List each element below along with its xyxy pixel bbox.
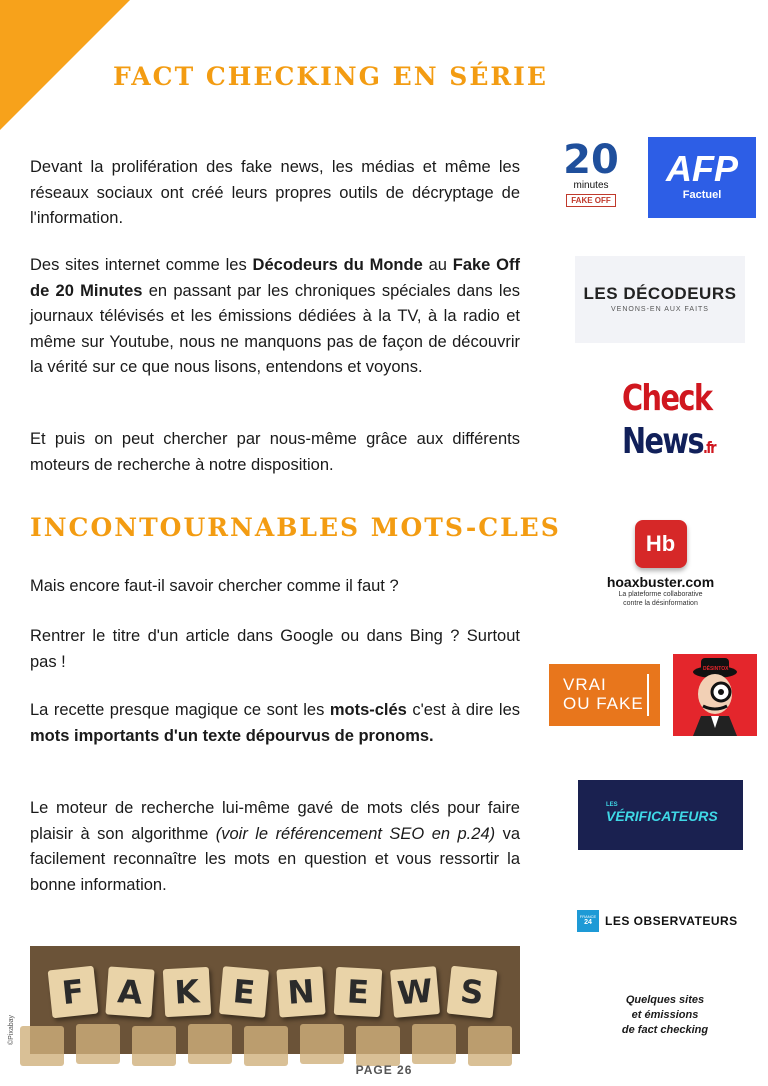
scrabble-tile: E xyxy=(334,967,382,1017)
paragraph-intro: Devant la prolifération des fake news, les médias et même les réseaux sociaux ont créé leurs propres outils de décryptage de l'information. xyxy=(30,158,520,227)
logo-les-decodeurs xyxy=(575,256,745,343)
logo-checknews-news: News xyxy=(622,421,703,462)
logo-afp-sub: Factuel xyxy=(682,189,722,201)
logo-decodeurs-sub: VENONS-EN AUX FAITS xyxy=(611,306,709,313)
scrabble-tile: S xyxy=(447,966,498,1019)
logo-hoaxbuster-sub2: contre la désinformation xyxy=(623,600,698,607)
logo-checknews-check: Check xyxy=(622,378,712,419)
blank-tile xyxy=(188,1024,232,1064)
paragraph-chercher: Mais encore faut-il savoir chercher comme il faut ? xyxy=(30,577,399,595)
italic-seo-reference: (voir le référencement SEO en p.24) xyxy=(215,824,496,843)
logo-checknews xyxy=(622,378,715,473)
logo-les-verificateurs xyxy=(578,780,743,850)
blank-tile xyxy=(76,1024,120,1064)
text-span: Le moteur de recherche lui-même gavé de mots clés pour faire plaisir à son algorithme xyxy=(30,799,520,843)
bold-mots-importants: mots importants d'un texte dépourvus de pronoms. xyxy=(30,726,434,745)
paragraph-sites xyxy=(30,253,520,381)
photo-credit: ©Pixabay xyxy=(8,1014,15,1045)
paragraph-google-bing: Rentrer le titre d'un article dans Google ou dans Bing ? Surtout pas ! xyxy=(30,627,520,671)
scrabble-tile: K xyxy=(163,967,211,1017)
page-number: PAGE 26 xyxy=(355,1063,413,1077)
blank-tile xyxy=(132,1026,176,1066)
scrabble-tile: W xyxy=(390,966,440,1018)
paragraph-recette xyxy=(30,698,520,749)
logo-les-observateurs xyxy=(605,912,741,930)
logo-20-word: minutes xyxy=(573,180,609,191)
bold-fake-off: Fake Off de 20 Minutes xyxy=(30,256,520,300)
text-span: c'est à dire les xyxy=(406,701,520,719)
logo-20-tag: FAKE OFF xyxy=(566,194,616,207)
logo-vrai-line1: VRAI xyxy=(563,675,607,694)
logo-afp xyxy=(648,137,756,218)
blank-tile xyxy=(300,1024,344,1064)
blank-tile xyxy=(20,1026,64,1066)
caption-line3: de fact checking xyxy=(621,1024,709,1036)
section-title-mots-cles: INCONTOURNABLES MOTS-CLES xyxy=(30,513,561,542)
logo-hoaxbuster xyxy=(588,520,733,625)
logo-desintox xyxy=(673,654,757,736)
hoaxbuster-badge: Hb xyxy=(635,520,687,568)
scrabble-tile: F xyxy=(48,966,99,1019)
text-span: La recette presque magique ce sont les xyxy=(30,701,330,719)
scrabble-tile: A xyxy=(105,966,154,1017)
blank-tile xyxy=(356,1026,400,1066)
logo-hoaxbuster-name: hoaxbuster.com xyxy=(606,574,715,590)
logo-vrai-line2: OU FAKE xyxy=(563,694,644,713)
paragraph-algorithme xyxy=(30,796,520,898)
logo-f24-line2: 24 xyxy=(584,919,592,926)
caption-line1: Quelques sites xyxy=(625,994,705,1006)
logo-afp-name: AFP xyxy=(666,148,738,189)
logo-vrai-ou-fake xyxy=(549,664,660,726)
scrabble-tile: E xyxy=(219,966,269,1018)
text-span: en passant par les chroniques spéciales dans les journaux télévisés et les émissions dédiées à la TV, à la radio et même sur Youtube, nous ne manquons pas de façon de découvrir la vérité sur ce que nous lisons, entendons et voyons. xyxy=(30,281,520,376)
caption-line2: et émissions xyxy=(631,1009,699,1021)
bold-mots-cles: mots-clés xyxy=(329,701,407,719)
logo-decodeurs-name: LES DÉCODEURS xyxy=(583,284,737,303)
logo-f24-line1: FRANCE xyxy=(579,914,597,919)
scrabble-tile: N xyxy=(276,966,325,1017)
logo-verif-name: VÉRIFICATEURS xyxy=(606,808,718,824)
logo-observateurs-name: LES OBSERVATEURS xyxy=(605,914,738,928)
logo-20-minutes xyxy=(562,137,620,214)
logo-checknews-suffix: .fr xyxy=(702,438,715,457)
logo-20-number: 20 xyxy=(563,137,619,183)
blank-tile xyxy=(244,1026,288,1066)
fake-news-photo xyxy=(30,946,520,1054)
blank-tile xyxy=(468,1026,512,1066)
section-title-fact-checking: FACT CHECKING EN SÉRIE xyxy=(113,62,548,91)
text-span: Des sites internet comme les xyxy=(30,256,253,274)
paragraph-moteurs: Et puis on peut chercher par nous-même grâce aux différents moteurs de recherche à notre disposition. xyxy=(30,430,520,474)
logo-hoaxbuster-sub1: La plateforme collaborative xyxy=(618,591,703,598)
logo-france24 xyxy=(577,910,599,932)
text-span: va facilement reconnaître les mots en question et vous ressortir la bonne information. xyxy=(30,824,521,894)
logo-verif-small: LES xyxy=(606,802,618,808)
corner-triangle xyxy=(0,0,130,130)
text-span: au xyxy=(422,256,453,274)
logo-desintox-name: DÉSINTOX xyxy=(703,666,729,672)
logos-caption xyxy=(590,993,740,1038)
blank-tile xyxy=(412,1024,456,1064)
bold-decodeurs: Décodeurs du Monde xyxy=(252,256,423,274)
